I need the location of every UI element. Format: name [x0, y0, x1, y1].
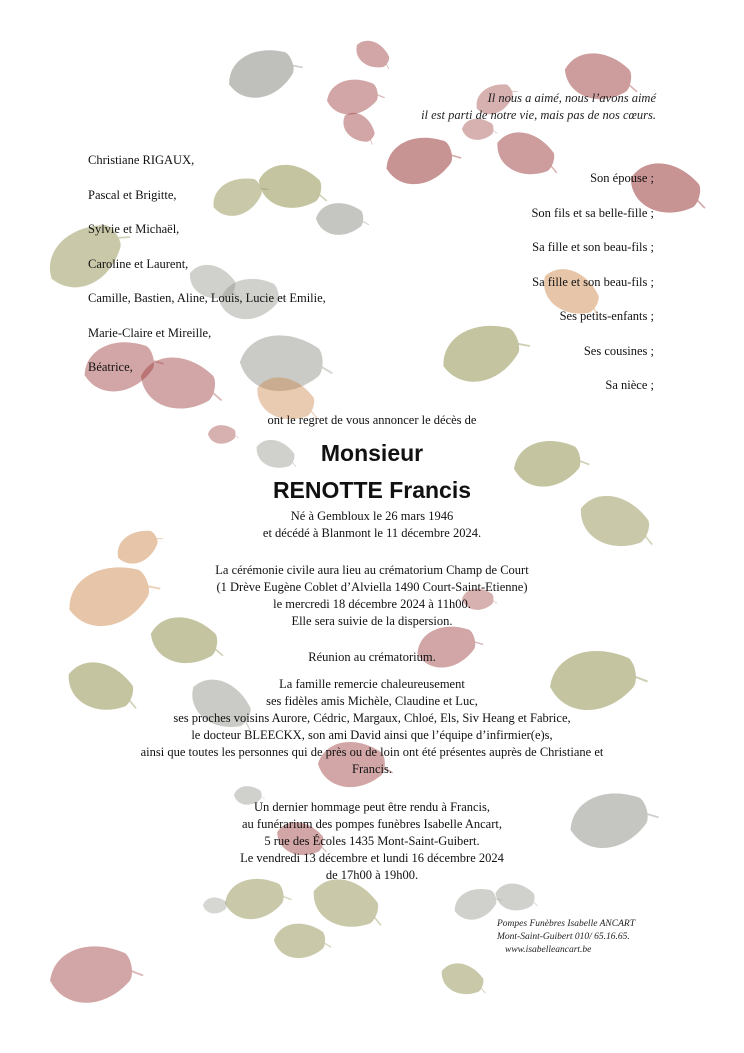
epigraph-line: Il nous a aimé, nous l’avons aimé: [487, 91, 656, 105]
visitation-line: au funérarium des pompes funèbres Isabelle Ancart,: [242, 817, 502, 831]
visitation-line: 5 rue des Écoles 1435 Mont-Saint-Guibert.: [264, 834, 480, 848]
family-relation: Son épouse ;: [590, 171, 654, 185]
ceremony-line: le mercredi 18 décembre 2024 à 11h00.: [273, 597, 471, 611]
family-member-name: Caroline et Laurent,: [88, 256, 189, 271]
family-relation: Sa fille et son beau-fils ;: [532, 240, 654, 254]
family-member-name: Christiane RIGAUX,: [88, 153, 195, 167]
thanks-line: ses proches voisins Aurore, Cédric, Margaux, Chloé, Els, Siv Heang et Fabrice,: [173, 711, 571, 725]
funeral-home-footer: [497, 918, 635, 957]
ceremony-line: (1 Drève Eugène Coblet d’Alviella 1490 Court-Saint-Etienne): [216, 580, 528, 594]
visitation-details: [60, 799, 684, 884]
visitation-line: Un dernier hommage peut être rendu à Francis,: [253, 800, 491, 814]
epigraph-quote: [421, 90, 656, 124]
thanks-line: La famille remercie chaleureusement: [279, 677, 465, 691]
deceased-name: RENOTTE Francis: [272, 477, 472, 503]
ceremony-details: [60, 562, 684, 630]
thanks-line: ainsi que toutes les personnes qui de près ou de loin ont été présentes auprès de Christiane et: [140, 745, 604, 759]
family-relation: Ses cousines ;: [583, 343, 654, 358]
thanks-line: le docteur BLEECKX, son ami David ainsi que l’équipe d’infirmier(e)s,: [191, 728, 553, 742]
family-relation: Sa nièce ;: [605, 378, 654, 392]
visitation-line: Le vendredi 13 décembre et lundi 16 décembre 2024: [240, 851, 504, 865]
family-member-name: Camille, Bastien, Aline, Louis, Lucie et Emilie,: [88, 291, 326, 305]
funeral-home-name: Pompes Funèbres Isabelle ANCART: [497, 919, 635, 929]
funeral-home-phone: Mont-Saint-Guibert 010/ 65.16.65.: [497, 932, 630, 942]
death-line: et décédé à Blanmont le 11 décembre 2024.: [262, 526, 482, 540]
honorific-title: Monsieur: [320, 440, 424, 466]
family-member-name: Sylvie et Michaël,: [88, 222, 180, 236]
announcement-text: ont le regret de vous annoncer le décès de: [267, 413, 477, 427]
family-relation: Ses petits-enfants ;: [559, 309, 654, 323]
epigraph-line: il est parti de notre vie, mais pas de nos cœurs.: [421, 108, 656, 122]
birth-line: Né à Gembloux le 26 mars 1946: [290, 509, 454, 523]
family-relation: Son fils et sa belle-fille ;: [531, 205, 654, 220]
thanks-line: ses fidèles amis Michèle, Claudine et Luc,: [266, 694, 478, 708]
funeral-home-website[interactable]: www.isabelleancart.be: [505, 945, 592, 955]
family-member-name: Marie-Claire et Mireille,: [88, 325, 212, 340]
family-relations-list: [531, 170, 654, 412]
ceremony-line: Elle sera suivie de la dispersion.: [291, 614, 453, 628]
thanks-line: Francis.: [352, 762, 392, 776]
family-member-name: Béatrice,: [88, 360, 133, 374]
family-names-list: [88, 152, 388, 394]
birth-death-dates: [60, 508, 684, 542]
ceremony-line: La cérémonie civile aura lieu au crématorium Champ de Court: [215, 563, 529, 577]
thanks-paragraph: [60, 676, 684, 778]
family-relation: Sa fille et son beau-fils ;: [532, 274, 654, 289]
family-member-name: Pascal et Brigitte,: [88, 187, 177, 202]
reunion-note: Réunion au crématorium.: [308, 650, 436, 664]
visitation-line: de 17h00 à 19h00.: [325, 868, 419, 882]
